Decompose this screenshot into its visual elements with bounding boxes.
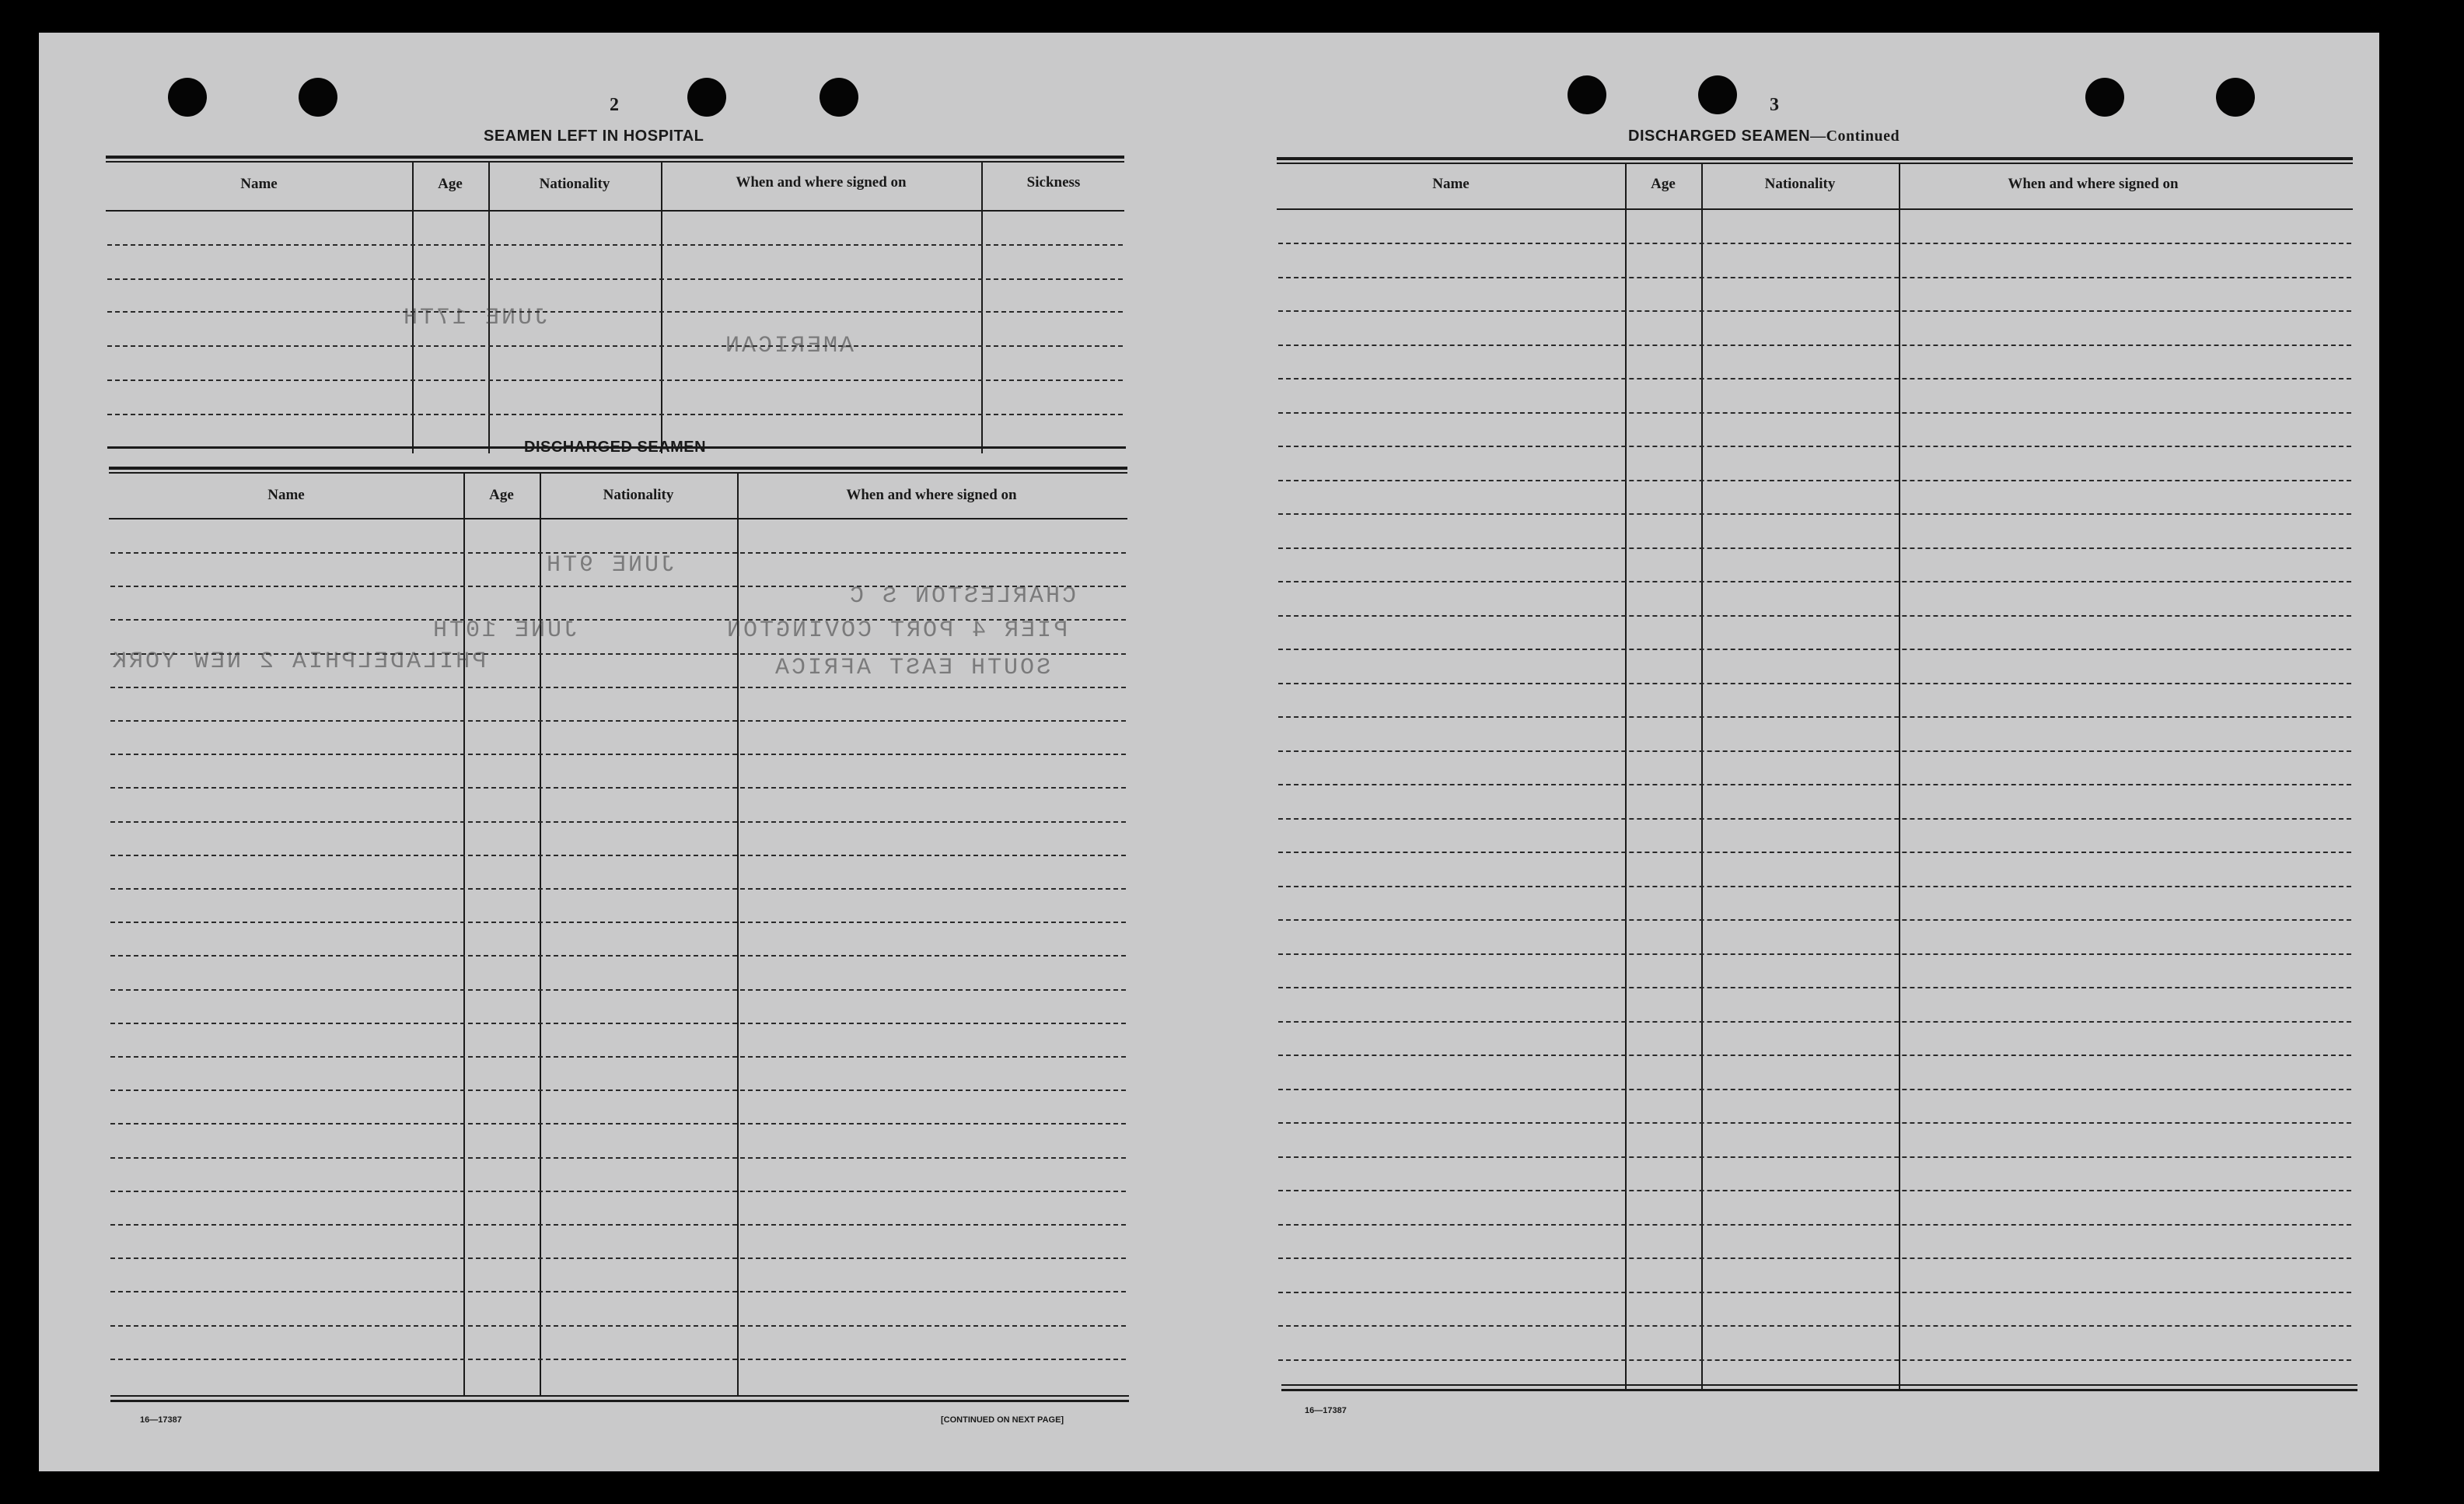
row-line	[1278, 1359, 2351, 1361]
row-line	[1278, 987, 2351, 988]
column-divider	[1701, 164, 1703, 1391]
row-line	[110, 955, 1126, 957]
row-line	[1278, 953, 2351, 955]
row-line	[1278, 446, 2351, 447]
row-line	[107, 244, 1123, 246]
bleed-through-text: SOUTH EAST AFRICA	[773, 655, 1051, 681]
column-header-name: Name	[267, 487, 305, 503]
row-line	[1278, 852, 2351, 853]
row-line	[1278, 243, 2351, 244]
row-line	[110, 720, 1126, 722]
row-line	[1278, 378, 2351, 379]
table-bottom-rule	[1281, 1389, 2357, 1391]
punch-hole	[820, 78, 858, 117]
row-line	[1278, 1190, 2351, 1191]
row-line	[110, 1191, 1126, 1192]
row-line	[110, 1291, 1126, 1292]
bleed-through-text: AMERICAN	[723, 333, 855, 359]
header-rule	[109, 518, 1127, 519]
row-line	[110, 1157, 1126, 1159]
page-number: 3	[1770, 95, 1779, 115]
table-top-rule	[109, 467, 1127, 470]
table-bottom-rule	[1281, 1384, 2357, 1386]
row-line	[1278, 1122, 2351, 1124]
punch-hole	[299, 78, 337, 117]
header-rule	[106, 210, 1124, 212]
page-number: 2	[610, 95, 619, 115]
row-line	[110, 855, 1126, 856]
row-line	[1278, 277, 2351, 278]
row-line	[110, 1090, 1126, 1091]
table-bottom-rule	[110, 1395, 1129, 1397]
row-line	[110, 1224, 1126, 1226]
row-line	[107, 414, 1123, 415]
bleed-through-text: CHARLESTON S C	[848, 583, 1077, 610]
column-header-age: Age	[489, 487, 514, 503]
row-line	[110, 754, 1126, 755]
table-top-rule	[1277, 163, 2353, 164]
column-header-signed-on: When and where signed on	[846, 487, 1017, 503]
punch-hole	[168, 78, 207, 117]
row-line	[1278, 784, 2351, 785]
table-top-rule	[109, 472, 1127, 474]
row-line	[110, 989, 1126, 991]
column-header-signed-on: When and where signed on	[2008, 176, 2179, 192]
row-line	[110, 888, 1126, 890]
row-line	[1278, 581, 2351, 582]
punch-hole	[687, 78, 726, 117]
row-line	[1278, 919, 2351, 921]
column-header-nationality: Nationality	[603, 487, 674, 503]
punch-hole	[2216, 78, 2255, 117]
row-line	[1278, 412, 2351, 414]
bleed-through-text: JUNE 9TH	[544, 552, 676, 579]
row-line	[1278, 615, 2351, 617]
column-header-name: Name	[1432, 176, 1470, 192]
title-main: DISCHARGED SEAMEN	[1628, 128, 1811, 145]
bleed-through-text: PHILADELPHIA 2 NEW YORK	[110, 649, 487, 675]
row-line	[110, 1056, 1126, 1058]
row-line	[1278, 1292, 2351, 1293]
row-line	[110, 1257, 1126, 1259]
bleed-through-text: JUNE 17TH	[401, 305, 549, 331]
row-line	[1278, 886, 2351, 887]
row-line	[107, 278, 1123, 280]
row-line	[1278, 310, 2351, 312]
discharged-section-title: DISCHARGED SEAMEN	[524, 439, 707, 456]
column-divider	[1625, 164, 1627, 1391]
form-number: 16—17387	[1305, 1406, 1347, 1415]
row-line	[1278, 345, 2351, 346]
row-line	[1278, 547, 2351, 549]
column-header-age: Age	[1651, 176, 1676, 192]
row-line	[110, 1359, 1126, 1360]
column-divider	[1899, 164, 1900, 1391]
header-rule	[1277, 208, 2353, 210]
row-line	[1278, 1055, 2351, 1056]
row-line	[1278, 1224, 2351, 1226]
column-header-name: Name	[240, 176, 278, 192]
title-suffix: —Continued	[1810, 128, 1900, 145]
row-line	[1278, 480, 2351, 481]
column-header-sickness: Sickness	[1026, 174, 1081, 191]
form-number: 16—17387	[140, 1415, 182, 1425]
row-line	[107, 311, 1123, 313]
column-divider	[981, 163, 983, 453]
discharged-continued-title	[1628, 128, 1900, 145]
punch-hole	[1568, 75, 1606, 114]
row-line	[1278, 649, 2351, 650]
table-top-rule	[106, 156, 1124, 159]
row-line	[110, 1325, 1126, 1327]
row-line	[107, 345, 1123, 347]
row-line	[1278, 750, 2351, 752]
row-line	[110, 1123, 1126, 1125]
table-bottom-rule	[110, 1400, 1129, 1402]
column-header-nationality: Nationality	[539, 176, 610, 192]
row-line	[1278, 683, 2351, 684]
table-top-rule	[106, 161, 1124, 163]
row-line	[107, 379, 1123, 381]
row-line	[1278, 818, 2351, 820]
column-divider	[661, 163, 662, 453]
bleed-through-text: PIER 4 PORT COVINGTON	[725, 617, 1068, 644]
hospital-section-title: SEAMEN LEFT IN HOSPITAL	[484, 128, 704, 145]
row-line	[1278, 1021, 2351, 1023]
row-line	[1278, 1156, 2351, 1158]
column-header-age: Age	[438, 176, 463, 192]
row-line	[110, 1023, 1126, 1024]
row-line	[1278, 513, 2351, 515]
punch-hole	[1698, 75, 1737, 114]
row-line	[110, 922, 1126, 923]
continued-note: [CONTINUED ON NEXT PAGE]	[941, 1415, 1064, 1425]
punch-hole	[2085, 78, 2124, 117]
table-top-rule	[1277, 157, 2353, 160]
row-line	[1278, 1089, 2351, 1090]
document-scan	[39, 33, 2379, 1471]
row-line	[1278, 1257, 2351, 1259]
column-header-nationality: Nationality	[1764, 176, 1836, 192]
row-line	[110, 821, 1126, 823]
row-line	[110, 687, 1126, 688]
column-header-signed-on: When and where signed on	[736, 174, 907, 191]
row-line	[1278, 716, 2351, 718]
row-line	[110, 787, 1126, 789]
bleed-through-text: JUNE 10TH	[431, 617, 578, 644]
row-line	[1278, 1325, 2351, 1327]
